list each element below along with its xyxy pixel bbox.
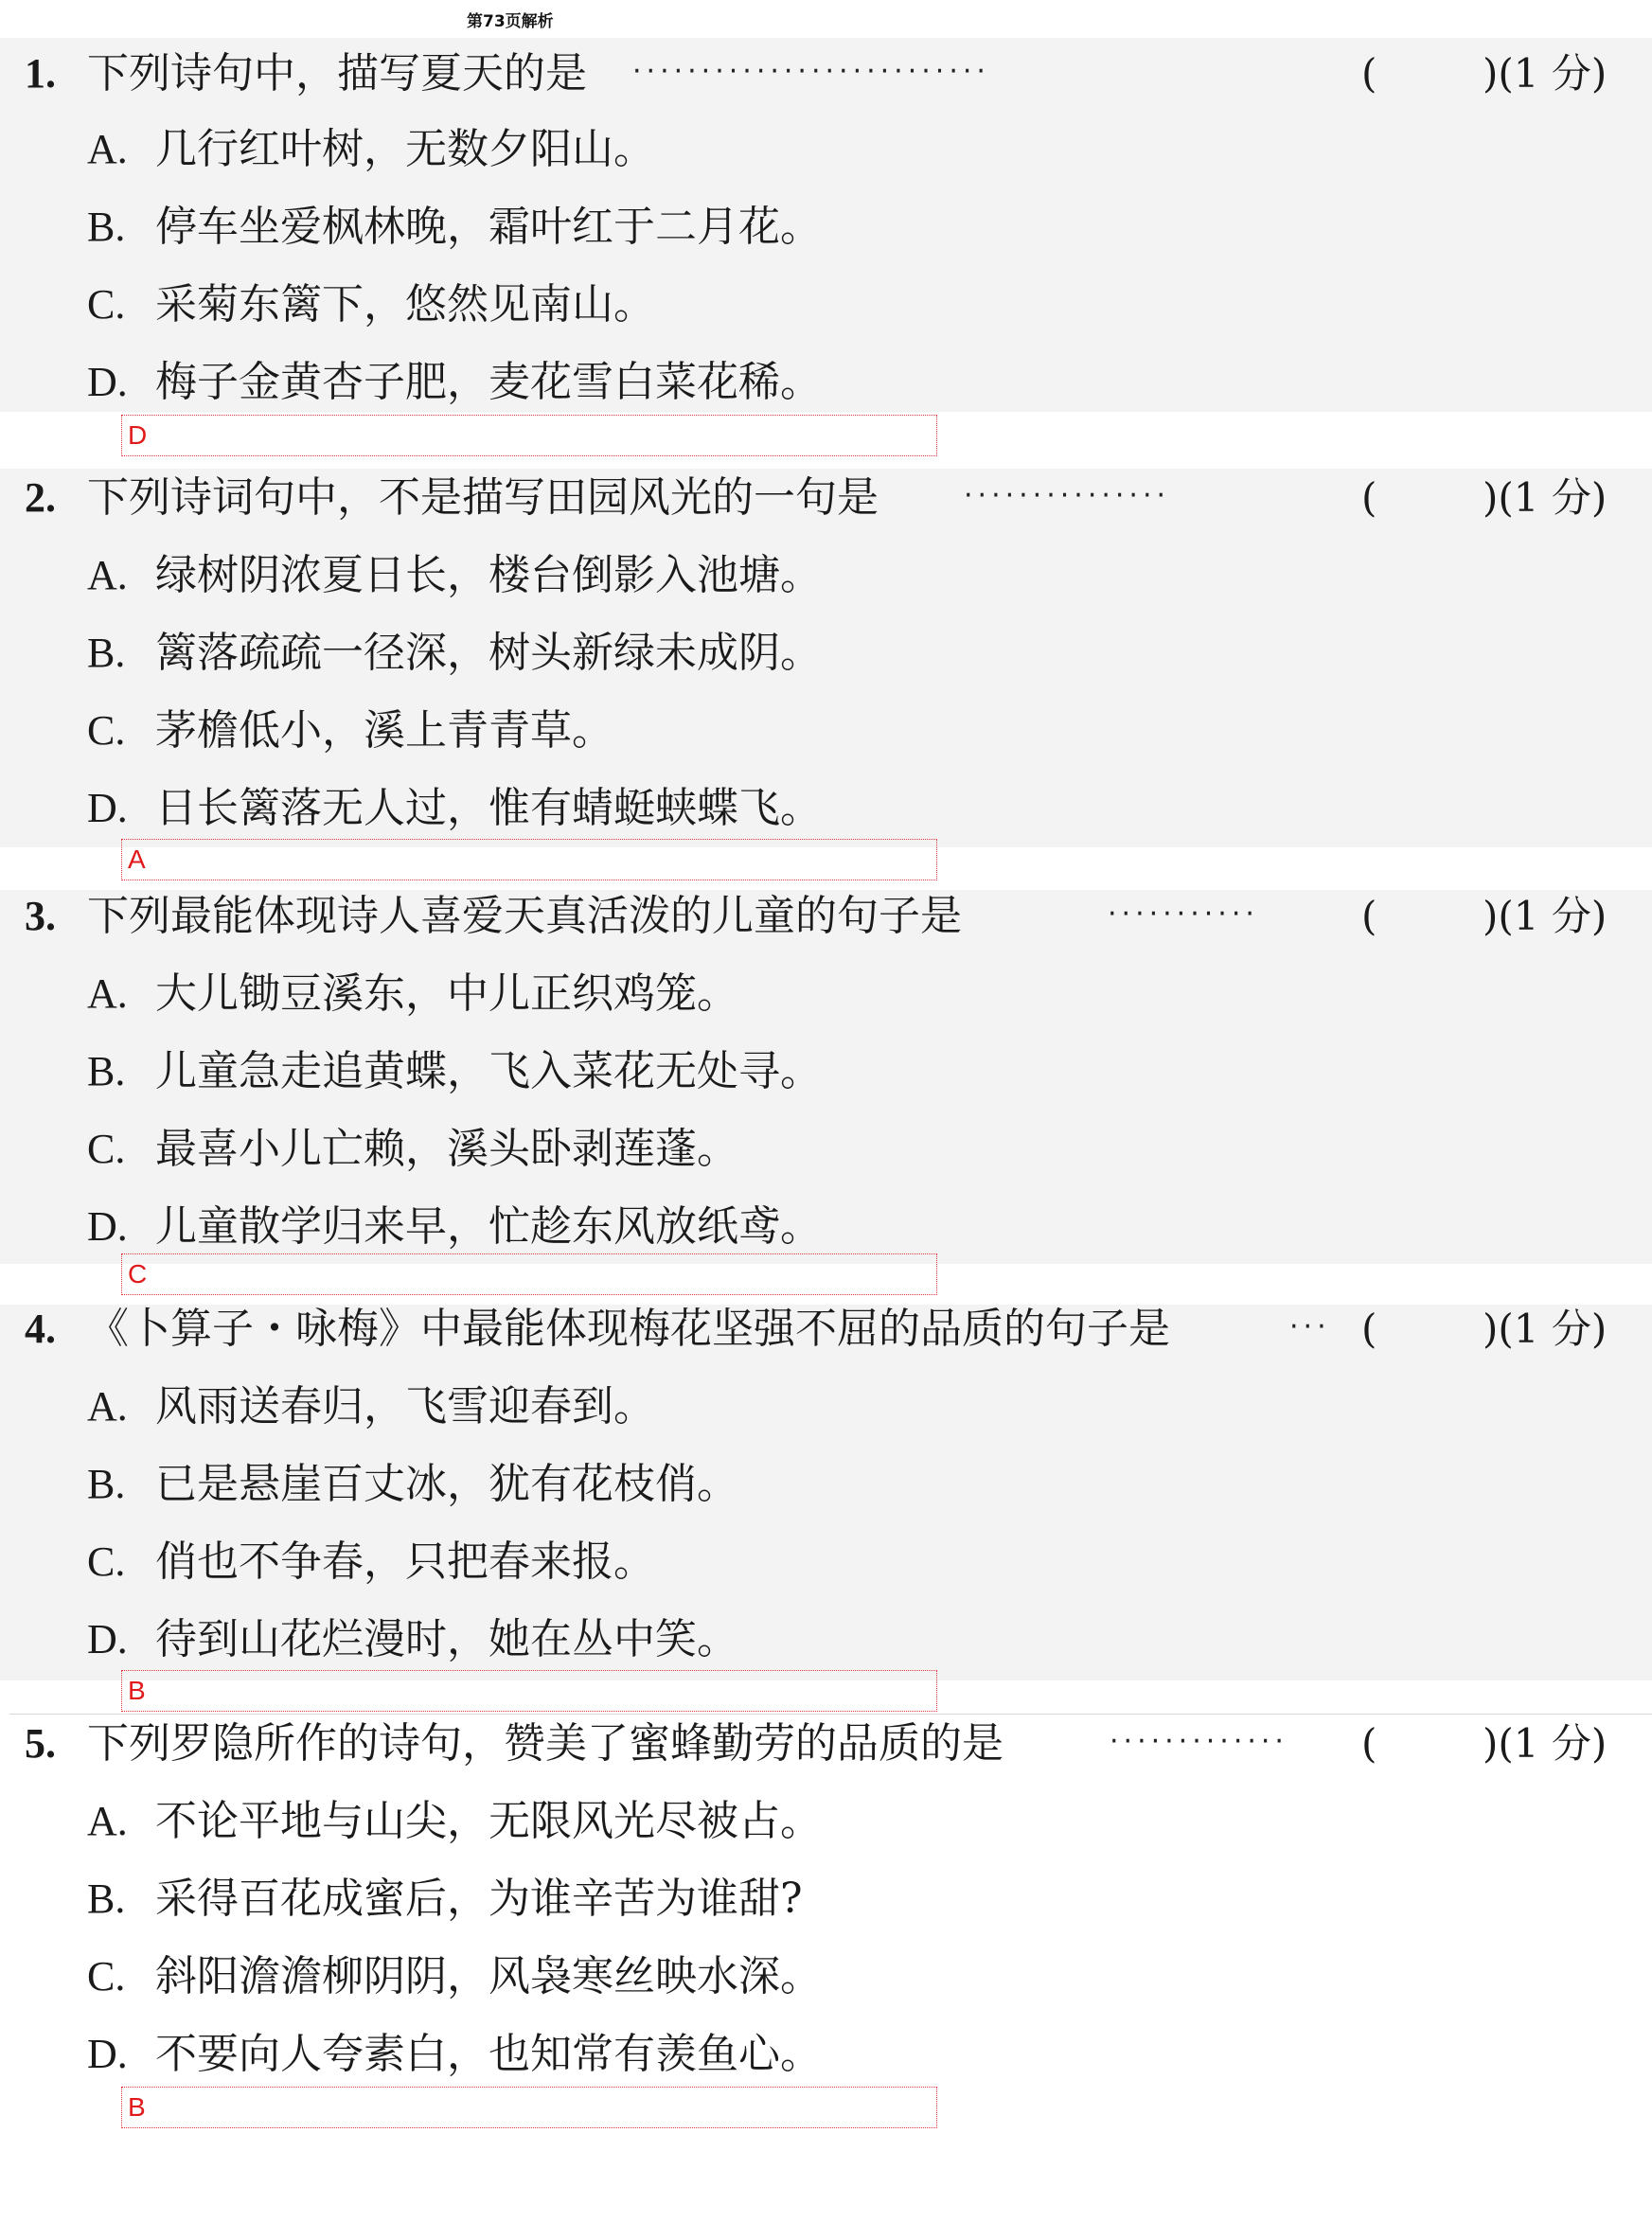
option-letter: A. <box>87 126 128 172</box>
score-label: )(1 分) <box>1483 474 1608 521</box>
leader-dots: ·························· <box>632 55 990 88</box>
leader-dots: ··· <box>1289 1310 1331 1343</box>
option-d <box>87 1199 822 1255</box>
option-d <box>87 354 822 411</box>
answer-text: D <box>128 420 148 450</box>
open-paren: ( <box>1361 1306 1377 1352</box>
option-b <box>87 625 822 682</box>
option-text: 俏也不争春，只把春来报。 <box>155 1538 655 1586</box>
option-text: 梅子金黄杏子肥，麦花雪白菜花稀。 <box>155 358 822 406</box>
option-text: 不要向人夸素白，也知常有羡鱼心。 <box>155 2030 822 2078</box>
option-letter: B. <box>87 1875 126 1922</box>
option-c <box>87 702 613 759</box>
option-c <box>87 1948 822 2005</box>
option-text: 风雨送春归，飞雪迎春到。 <box>155 1382 655 1431</box>
question-number: 3. <box>25 893 56 939</box>
option-letter: C. <box>87 1538 126 1585</box>
open-paren: ( <box>1361 893 1377 939</box>
option-text: 已是悬崖百丈冰，犹有花枝俏。 <box>155 1460 738 1508</box>
option-text: 茅檐低小，溪上青青草。 <box>155 706 613 755</box>
option-text: 斜阳澹澹柳阴阴，风袅寒丝映水深。 <box>155 1952 822 2000</box>
answer-text: B <box>128 1676 146 1705</box>
question-number: 1. <box>25 50 56 97</box>
question-title <box>25 1715 1004 1772</box>
option-letter: B. <box>87 1461 126 1507</box>
answer-text: B <box>128 2092 146 2122</box>
open-paren: ( <box>1361 1720 1377 1767</box>
question-text: 下列罗隐所作的诗句，赞美了蜜蜂勤劳的品质的是 <box>87 1719 1004 1768</box>
question-title <box>25 888 962 945</box>
question-number: 4. <box>25 1306 56 1352</box>
option-text: 采得百花成蜜后，为谁辛苦为谁甜? <box>155 1875 803 1923</box>
option-d <box>87 780 822 837</box>
option-letter: A. <box>87 1383 128 1430</box>
question-text: 下列最能体现诗人喜爱天真活泼的儿童的句子是 <box>87 892 962 940</box>
leader-dots: ··············· <box>964 479 1171 512</box>
option-letter: C. <box>87 707 126 754</box>
option-a <box>87 547 822 604</box>
option-text: 采菊东篱下，悠然见南山。 <box>155 280 655 329</box>
score-label: )(1 分) <box>1483 1720 1608 1767</box>
option-text: 儿童急走追黄蝶，飞入菜花无处寻。 <box>155 1047 822 1095</box>
option-text: 待到山花烂漫时，她在丛中笑。 <box>155 1615 738 1663</box>
page-header: 第73页解析 <box>467 12 554 31</box>
answer-paren-score <box>1361 1301 1645 1358</box>
option-letter: A. <box>87 552 128 598</box>
option-d <box>87 2026 822 2083</box>
question-text: 《卜算子・咏梅》中最能体现梅花坚强不屈的品质的句子是 <box>87 1305 1170 1353</box>
option-text: 日长篱落无人过，惟有蜻蜓蛱蝶飞。 <box>155 784 822 832</box>
option-c <box>87 1534 655 1591</box>
answer-text: A <box>128 844 146 874</box>
option-a <box>87 1378 655 1435</box>
answer-box <box>121 415 937 456</box>
question-number: 2. <box>25 474 56 521</box>
open-paren: ( <box>1361 474 1377 521</box>
answer-paren-score <box>1361 45 1645 102</box>
answer-text: C <box>128 1259 148 1289</box>
open-paren: ( <box>1361 50 1377 97</box>
option-b <box>87 1043 822 1100</box>
option-c <box>87 1121 738 1178</box>
option-a <box>87 1793 822 1850</box>
answer-paren-score <box>1361 888 1645 945</box>
option-text: 不论平地与山尖，无限风光尽被占。 <box>155 1797 822 1845</box>
option-a <box>87 966 738 1022</box>
option-text: 最喜小儿亡赖，溪头卧剥莲蓬。 <box>155 1125 738 1173</box>
option-letter: C. <box>87 281 126 328</box>
option-text: 几行红叶树，无数夕阳山。 <box>155 125 655 173</box>
option-letter: D. <box>87 1616 128 1662</box>
option-letter: D. <box>87 359 128 405</box>
question-title <box>25 470 879 526</box>
divider <box>9 1714 1652 1715</box>
question-title <box>25 45 587 102</box>
option-text: 停车坐爱枫林晚，霜叶红于二月花。 <box>155 203 822 251</box>
question-number: 5. <box>25 1720 56 1767</box>
leader-dots: ············· <box>1110 1725 1288 1758</box>
option-text: 绿树阴浓夏日长，楼台倒影入池塘。 <box>155 551 822 599</box>
option-letter: A. <box>87 970 128 1017</box>
option-d <box>87 1611 738 1668</box>
option-b <box>87 199 822 256</box>
option-letter: C. <box>87 1953 126 2000</box>
answer-box <box>121 1670 937 1712</box>
option-letter: D. <box>87 2031 128 2077</box>
leader-dots: ··········· <box>1108 898 1259 931</box>
answer-box <box>121 839 937 880</box>
score-label: )(1 分) <box>1483 1306 1608 1352</box>
question-text: 下列诗句中，描写夏天的是 <box>87 49 587 98</box>
option-b <box>87 1871 803 1928</box>
option-letter: D. <box>87 785 128 831</box>
answer-paren-score <box>1361 470 1645 526</box>
option-text: 大儿锄豆溪东，中儿正织鸡笼。 <box>155 969 738 1018</box>
question-text: 下列诗词句中，不是描写田园风光的一句是 <box>87 473 879 522</box>
question-title <box>25 1301 1170 1358</box>
option-text: 儿童散学归来早，忙趁东风放纸鸢。 <box>155 1202 822 1251</box>
answer-paren-score <box>1361 1715 1645 1772</box>
option-letter: B. <box>87 630 126 676</box>
option-a <box>87 121 655 178</box>
option-b <box>87 1456 738 1513</box>
option-letter: A. <box>87 1798 128 1844</box>
option-c <box>87 276 655 333</box>
option-letter: B. <box>87 1048 126 1094</box>
option-letter: C. <box>87 1126 126 1172</box>
option-letter: B. <box>87 204 126 250</box>
answer-box <box>121 2087 937 2128</box>
option-text: 篱落疏疏一径深，树头新绿未成阴。 <box>155 629 822 677</box>
answer-box <box>121 1253 937 1295</box>
option-letter: D. <box>87 1203 128 1250</box>
score-label: )(1 分) <box>1483 893 1608 939</box>
score-label: )(1 分) <box>1483 50 1608 97</box>
